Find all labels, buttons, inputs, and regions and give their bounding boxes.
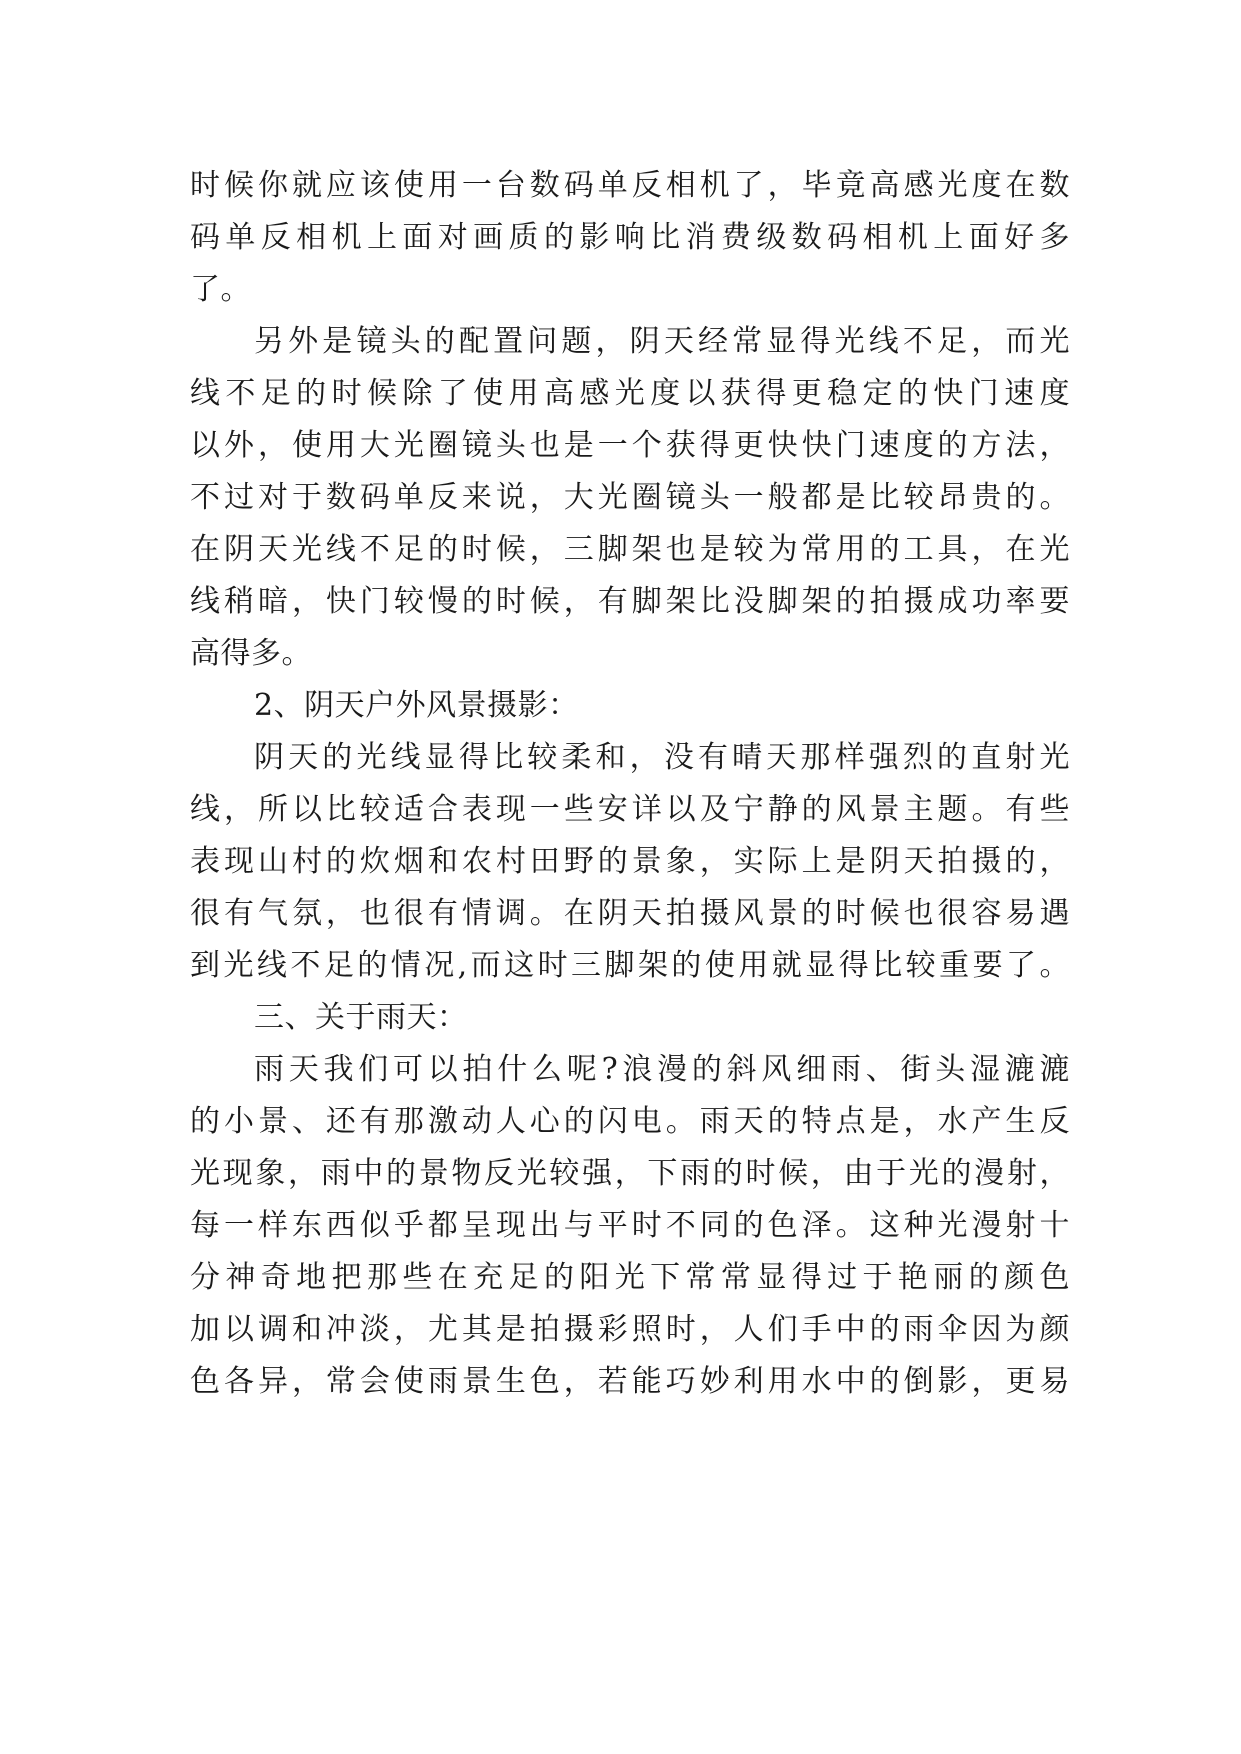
text-line: 线，所以比较适合表现一些安详以及宁静的风景主题。有些 <box>190 792 1070 827</box>
text-line: 不过对于数码单反来说，大光圈镜头一般都是比较昂贵的。 <box>190 480 1070 515</box>
text-line: 线稍暗，快门较慢的时候，有脚架比没脚架的拍摄成功率要 <box>190 584 1070 619</box>
text-line: 时候你就应该使用一台数码单反相机了，毕竟高感光度在数 <box>190 168 1070 203</box>
text-line: 2、阴天户外风景摄影： <box>254 688 579 723</box>
text-line: 很有气氛，也很有情调。在阴天拍摄风景的时候也很容易遇 <box>190 896 1070 931</box>
text-line: 在阴天光线不足的时候，三脚架也是较为常用的工具，在光 <box>190 532 1070 567</box>
text-line: 加以调和冲淡，尤其是拍摄彩照时，人们手中的雨伞因为颜 <box>190 1312 1070 1347</box>
text-line: 到光线不足的情况,而这时三脚架的使用就显得比较重要了。 <box>190 948 1070 983</box>
text-line: 码单反相机上面对画质的影响比消费级数码相机上面好多 <box>190 220 1070 255</box>
text-line: 表现山村的炊烟和农村田野的景象，实际上是阴天拍摄的， <box>190 844 1070 879</box>
text-line: 以外，使用大光圈镜头也是一个获得更快快门速度的方法， <box>190 428 1070 463</box>
text-line: 阴天的光线显得比较柔和，没有晴天那样强烈的直射光 <box>254 740 1070 775</box>
text-line: 三、关于雨天： <box>254 1000 468 1035</box>
text-line: 色各异，常会使雨景生色，若能巧妙利用水中的倒影，更易 <box>190 1364 1070 1399</box>
text-line: 了。 <box>190 272 251 307</box>
text-line: 分神奇地把那些在充足的阳光下常常显得过于艳丽的颜色 <box>190 1260 1070 1295</box>
text-line: 另外是镜头的配置问题，阴天经常显得光线不足，而光 <box>254 324 1070 359</box>
text-line: 每一样东西似乎都呈现出与平时不同的色泽。这种光漫射十 <box>190 1208 1070 1243</box>
body-text <box>190 160 1070 1408</box>
text-line: 线不足的时候除了使用高感光度以获得更稳定的快门速度 <box>190 376 1070 411</box>
text-line: 光现象，雨中的景物反光较强，下雨的时候，由于光的漫射， <box>190 1156 1070 1191</box>
text-line: 雨天我们可以拍什么呢?浪漫的斜风细雨、街头湿漉漉 <box>254 1052 1070 1087</box>
text-line: 高得多。 <box>190 636 312 671</box>
text-line: 的小景、还有那激动人心的闪电。雨天的特点是，水产生反 <box>190 1104 1070 1139</box>
